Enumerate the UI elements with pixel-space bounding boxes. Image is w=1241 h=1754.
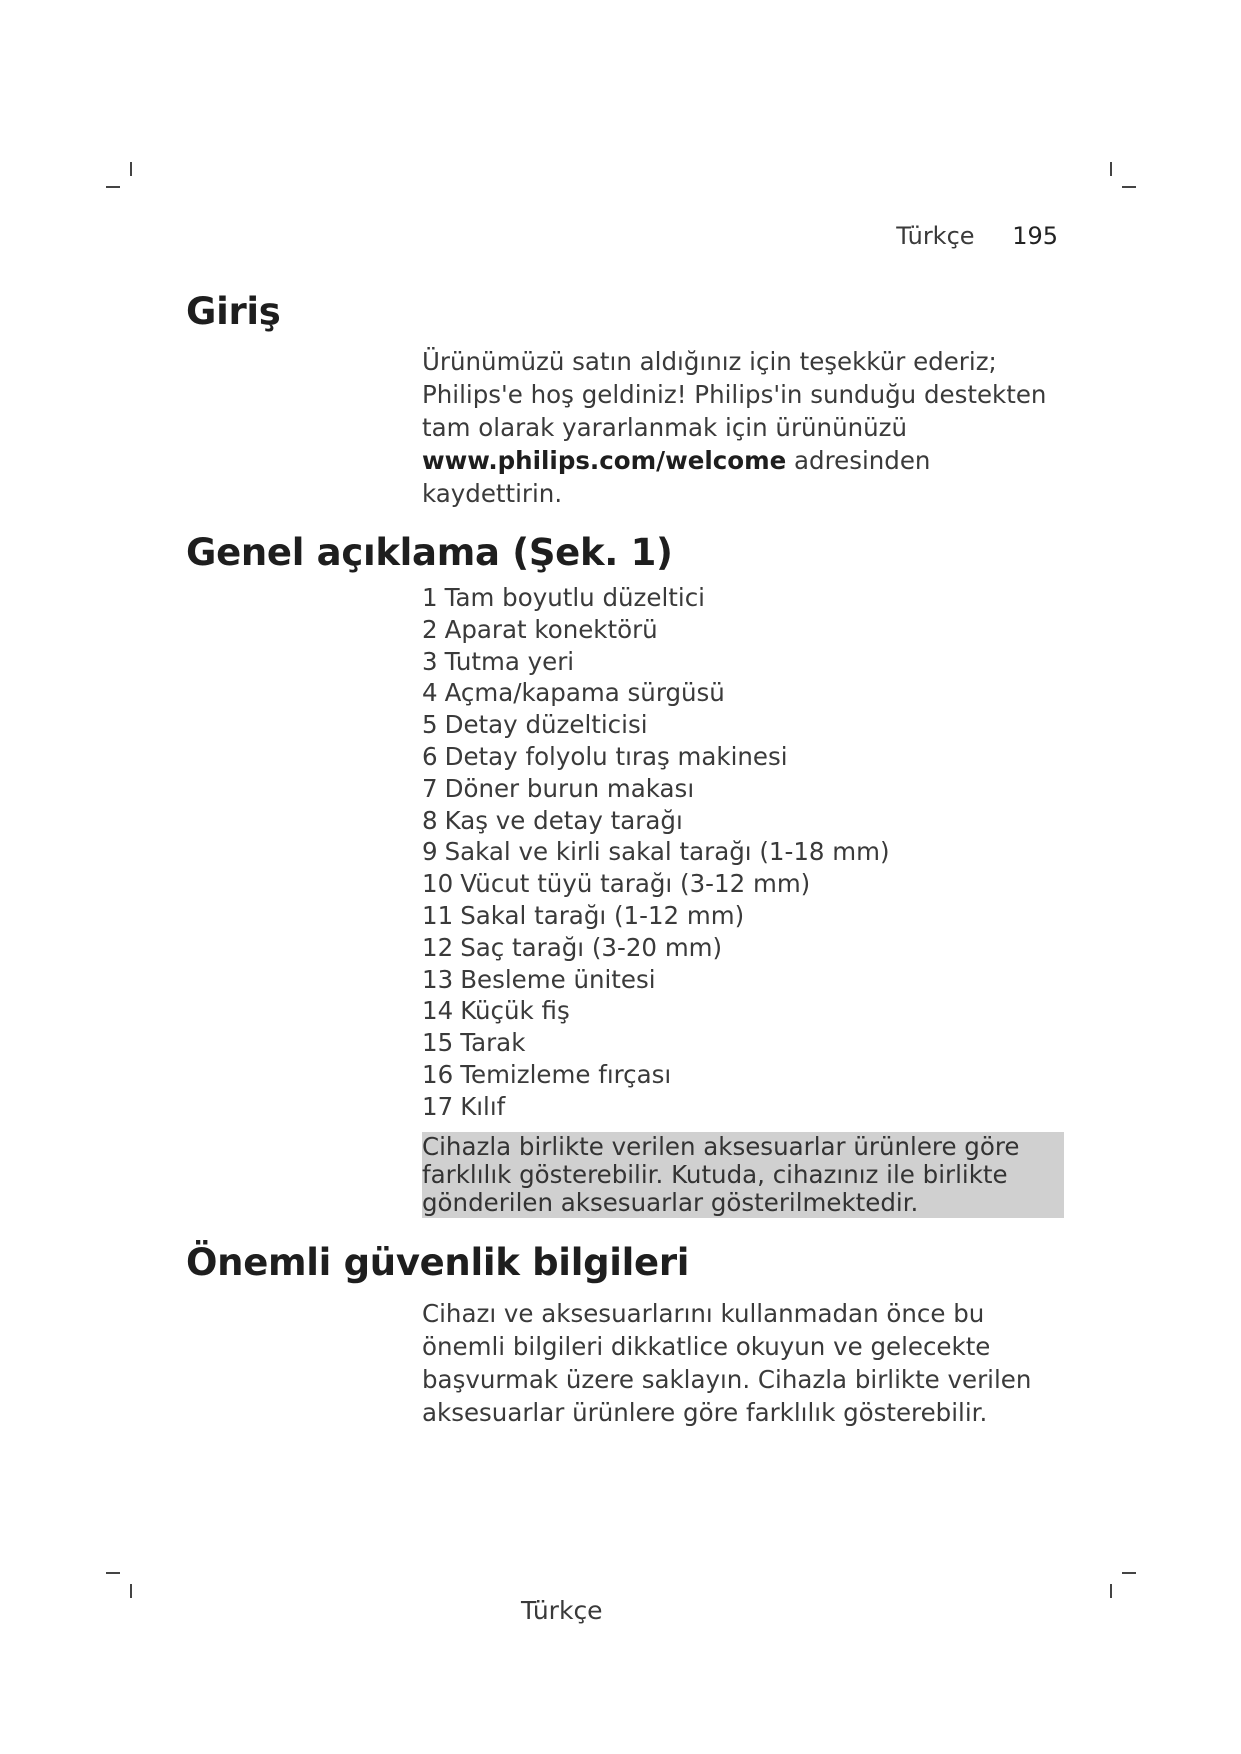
item-number: 4 [422,678,438,708]
item-number: 13 [422,964,454,994]
page-header [896,222,1058,250]
parts-list [422,582,1062,1123]
item-label: Aparat konektörü [444,614,658,644]
welcome-link[interactable]: www.philips.com/welcome [422,446,787,475]
item-number: 16 [422,1059,454,1089]
item-number: 14 [422,996,454,1026]
item-number: 8 [422,805,438,835]
list-item [422,773,1062,805]
item-number: 6 [422,741,438,771]
list-item [422,932,1062,964]
item-number: 12 [422,932,454,962]
page-number: 195 [1012,222,1058,250]
item-label: Tutma yeri [444,646,575,676]
item-label: Besleme ünitesi [460,964,656,994]
footer-language: Türkçe [521,1596,603,1625]
item-label: Sakal tarağı (1-12 mm) [460,900,745,930]
list-item [422,964,1062,996]
list-item [422,646,1062,678]
list-item [422,836,1062,868]
item-number: 15 [422,1028,454,1058]
crop-mark [130,162,132,176]
list-item [422,1091,1062,1123]
item-number: 9 [422,837,438,867]
crop-mark [106,186,120,188]
list-item [422,995,1062,1027]
accessories-note: Cihazla birlikte verilen aksesuarlar ürünlere göre farklılık gösterebilir. Kutuda, cihazınız ile birlikte gönderilen aksesuarlar gösterilmektedir. [422,1132,1064,1218]
crop-mark [1122,1572,1136,1574]
item-label: Küçük fiş [460,996,570,1026]
list-item [422,805,1062,837]
section-title-safety: Önemli güvenlik bilgileri [186,1241,690,1284]
header-language: Türkçe [896,222,975,250]
item-label: Sakal ve kirli sakal tarağı (1-18 mm) [444,837,890,867]
item-label: Açma/kapama sürgüsü [444,678,725,708]
crop-mark [1110,162,1112,176]
item-number: 2 [422,614,438,644]
list-item [422,1027,1062,1059]
section-title-overview: Genel açıklama (Şek. 1) [186,531,673,574]
intro-text: Ürünümüzü satın aldığınız için teşekkür ederiz; Philips'e hoş geldiniz! Philips'in sunduğu destekten tam olarak yararlanmak için ürününüzü [422,347,1047,442]
crop-mark [1122,186,1136,188]
item-number: 10 [422,869,454,899]
item-label: Tam boyutlu düzeltici [444,583,705,612]
crop-mark [106,1572,120,1574]
item-number: 7 [422,773,438,803]
item-label: Vücut tüyü tarağı (3-12 mm) [460,869,811,899]
item-number: 17 [422,1091,454,1121]
item-label: Detay folyolu tıraş makinesi [444,741,788,771]
list-item [422,582,1062,614]
list-item [422,614,1062,646]
item-label: Tarak [460,1028,526,1058]
item-label: Döner burun makası [444,773,695,803]
section-title-intro: Giriş [186,290,281,333]
item-number: 5 [422,710,438,740]
list-item [422,900,1062,932]
item-label: Kılıf [460,1091,506,1121]
item-label: Temizleme fırçası [460,1059,672,1089]
list-item [422,709,1062,741]
item-number: 1 [422,583,438,612]
intro-text-end: adresinden kaydettirin. [422,446,931,508]
item-number: 11 [422,900,454,930]
item-label: Kaş ve detay tarağı [444,805,683,835]
list-item [422,677,1062,709]
item-label: Saç tarağı (3-20 mm) [460,932,723,962]
intro-paragraph [422,345,1062,510]
list-item [422,1059,1062,1091]
list-item [422,868,1062,900]
list-item [422,741,1062,773]
item-label: Detay düzelticisi [444,710,648,740]
item-number: 3 [422,646,438,676]
safety-paragraph: Cihazı ve aksesuarlarını kullanmadan önce bu önemli bilgileri dikkatlice okuyun ve gelecekte başvurmak üzere saklayın. Cihazla birlikte verilen aksesuarlar ürünlere göre farklılık gösterebilir. [422,1299,1032,1427]
crop-mark [130,1584,132,1598]
crop-mark [1110,1584,1112,1598]
